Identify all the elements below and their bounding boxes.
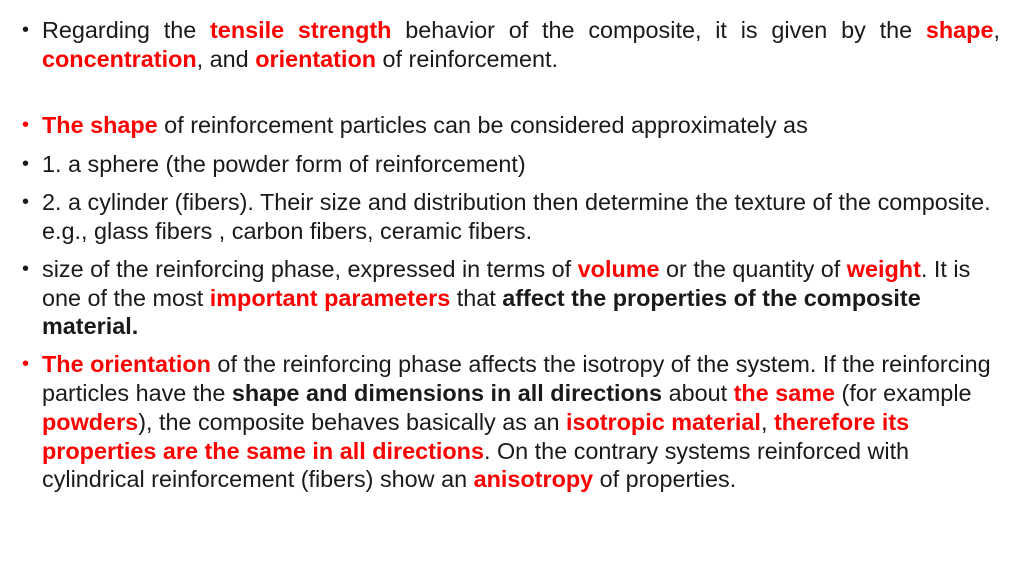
- text-run: behavior of the composite, it is given by the: [391, 17, 926, 43]
- highlight-run: important parameters: [209, 284, 451, 311]
- bullet-dot: •: [22, 153, 30, 176]
- text-run: 1. a sphere (the powder form of reinforcement): [42, 151, 526, 178]
- bullet-size-of-phase: [22, 255, 1000, 341]
- text-run: , and: [196, 45, 256, 72]
- highlight-run: tensile strength: [210, 17, 392, 43]
- text-run: of properties.: [593, 466, 737, 493]
- text-run: (for example: [835, 379, 972, 406]
- text-run: of reinforcement.: [376, 45, 559, 72]
- text-run: size of the reinforcing phase, expressed in terms of: [42, 255, 578, 282]
- bullet-dot: •: [22, 257, 30, 280]
- highlight-run: therefore its properties are the same in all directions: [42, 408, 910, 464]
- bullet-dot: •: [22, 113, 30, 136]
- highlight-run: The shape: [42, 111, 158, 138]
- text-run: ,: [760, 408, 774, 435]
- bullet-tensile-strength: [22, 16, 1000, 74]
- highlight-run: isotropic material: [565, 408, 761, 435]
- highlight-run: volume: [577, 255, 660, 282]
- highlight-run: anisotropy: [473, 466, 594, 493]
- slide-body: [22, 16, 1000, 564]
- highlight-run: shape: [925, 17, 994, 43]
- text-run: . It is one of the most: [42, 255, 971, 311]
- bullet-dot: •: [22, 353, 30, 376]
- text-run: or the quantity of: [659, 255, 847, 282]
- bullet-the-shape: [22, 111, 1000, 140]
- text-run: 2. a cylinder (fibers). Their size and distribution then determine the texture of the composite. e.g., glass fibers , carbon fibers, ceramic fibers.: [42, 189, 991, 244]
- bullet-cylinder: [22, 188, 1000, 246]
- highlight-run: The orientation: [42, 351, 211, 378]
- bullet-dot: •: [22, 19, 30, 41]
- bold-run: shape and dimensions in all directions: [231, 379, 663, 406]
- bullet-sphere: [22, 150, 1000, 179]
- highlight-run: orientation: [255, 45, 377, 72]
- text-run: about: [662, 379, 734, 406]
- text-run: of reinforcement particles can be considered approximately as: [157, 111, 808, 138]
- highlight-run: the same: [733, 379, 836, 406]
- highlight-run: concentration: [42, 45, 197, 72]
- text-run: . On the contrary systems reinforced with cylindrical reinforcement (fibers) show an: [42, 437, 910, 493]
- text-run: ), the composite behaves basically as an: [138, 408, 566, 435]
- bullet-the-orientation: [22, 350, 1000, 494]
- highlight-run: weight: [846, 255, 921, 282]
- text-run: Regarding the: [42, 17, 211, 43]
- bullet-dot: •: [22, 191, 30, 214]
- text-run: ,: [993, 17, 1000, 43]
- bold-run: affect the properties of the composite material.: [42, 284, 921, 340]
- text-run: of the reinforcing phase affects the isotropy of the system. If the reinforcing particles have the: [42, 351, 991, 406]
- text-run: that: [450, 284, 503, 311]
- highlight-run: powders: [42, 408, 139, 435]
